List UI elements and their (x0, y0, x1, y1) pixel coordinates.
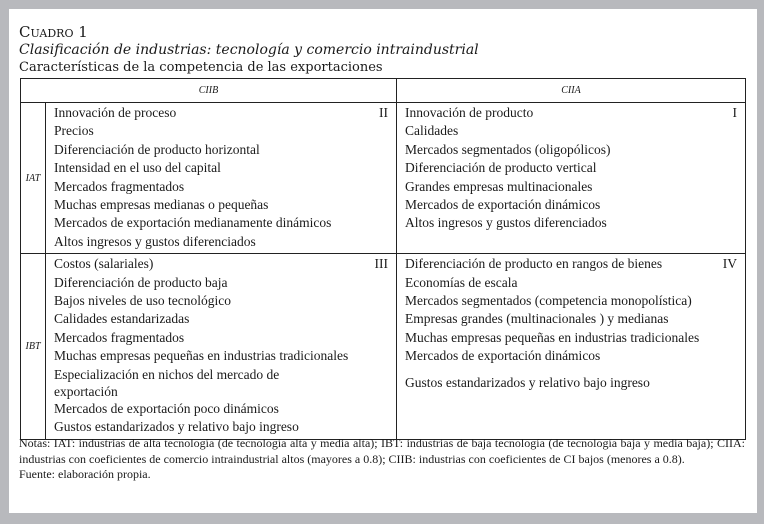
list-item: Mercados fragmentados (54, 329, 185, 345)
list-item: Innovación de proceso (54, 105, 177, 120)
list-item: Muchas empresas pequeñas en industrias tradicionales (54, 348, 349, 364)
list-item: Mercados fragmentados (54, 178, 185, 194)
quadrant-numeral: I (732, 105, 737, 120)
list-item: Diferenciación de producto horizontal (54, 141, 260, 157)
row-label-ibt: IBT (21, 254, 46, 439)
list-item: Altos ingresos y gustos diferenciados (405, 215, 607, 231)
list-item: Muchas empresas medianas o pequeñas (54, 197, 269, 213)
list-item: Intensidad en el uso del capital (54, 160, 221, 176)
list-item: Diferenciación de producto vertical (405, 160, 597, 176)
quadrant-numeral: IV (722, 256, 737, 272)
table-subtitle: Características de la competencia de las exportaciones (19, 60, 383, 75)
list-item: Diferenciación de producto baja (54, 274, 228, 290)
cell-ibt-ciia (397, 254, 746, 439)
list-item: Calidades estandarizadas (54, 311, 190, 327)
cell-iat-ciia (397, 103, 746, 254)
list-item: Mercados de exportación poco dinámicos (54, 400, 279, 416)
list-item: Altos ingresos y gustos diferenciados (54, 233, 256, 249)
cell-iat-ciib (46, 103, 397, 254)
table-title: Clasificación de industrias: tecnología y comercio intraindustrial (19, 42, 479, 58)
list-item: Gustos estandarizados y relativo bajo ingreso (405, 374, 650, 390)
table-number: Cuadro 1 (19, 23, 88, 41)
quadrant-numeral: II (379, 105, 388, 120)
list-item: Gustos estandarizados y relativo bajo ingreso (54, 419, 299, 435)
list-item: Innovación de producto (405, 105, 534, 120)
notes (19, 436, 745, 483)
row-label-iat: IAT (21, 103, 46, 254)
list-item: Precios (54, 123, 94, 139)
list-item: Mercados segmentados (oligopólicos) (405, 141, 611, 157)
col-header-ciib: CIIB (21, 79, 397, 103)
list-item: Diferenciación de producto en rangos de bienes (405, 256, 663, 272)
list-item: Mercados de exportación dinámicos (405, 348, 601, 364)
list-item: Mercados de exportación dinámicos (405, 197, 601, 213)
list-item: Grandes empresas multinacionales (405, 178, 593, 194)
notes-text: Notas: IAT: industrias de alta tecnología (de tecnología alta y media alta); IBT: industrias de baja tecnología (de tecnología baja y media baja); CIIA: industrias con coeficientes de comercio intraindustrial altos (mayores a 0.8); CIIB: industrias con coeficientes de CI bajos (menores a 0.8). (19, 436, 745, 466)
list-item: Especialización en nichos del mercado de exportación (54, 366, 280, 399)
col-header-ciia: CIIA (397, 79, 746, 103)
list-item: Calidades (405, 123, 459, 139)
list-item: Economías de escala (405, 274, 518, 290)
list-item: Mercados de exportación medianamente dinámicos (54, 215, 332, 231)
list-item: Costos (salariales) (54, 256, 154, 272)
source-text: Fuente: elaboración propia. (19, 467, 151, 481)
row-iat (21, 103, 746, 254)
list-item: Mercados segmentados (competencia monopolística) (405, 293, 692, 309)
row-ibt (21, 254, 746, 439)
classification-table (20, 78, 746, 440)
cell-ibt-ciib (46, 254, 397, 439)
quadrant-numeral: III (374, 256, 388, 272)
list-item: Bajos niveles de uso tecnológico (54, 293, 231, 309)
list-item: Muchas empresas pequeñas en industrias tradicionales (405, 329, 700, 345)
list-item: Empresas grandes (multinacionales ) y medianas (405, 311, 669, 327)
